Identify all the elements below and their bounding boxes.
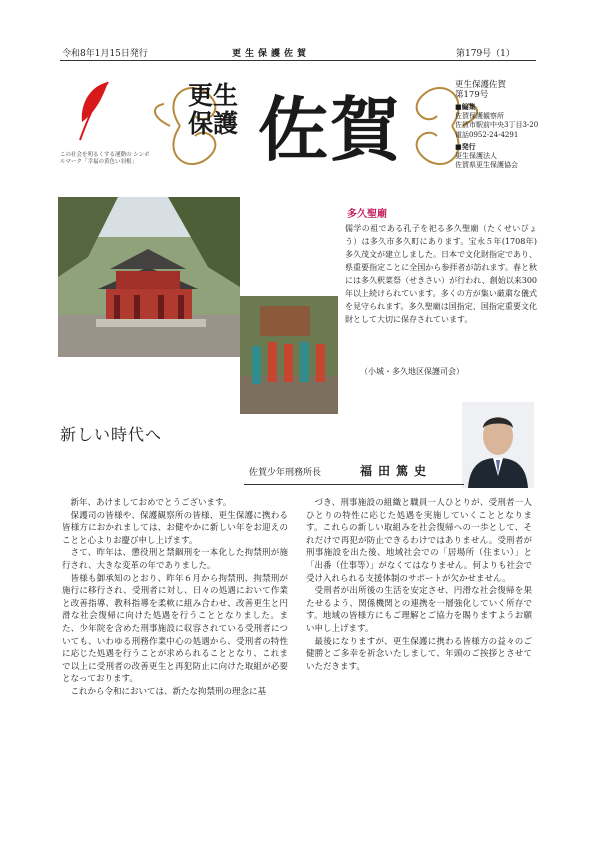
masthead-title: 佐賀 — [258, 89, 402, 171]
editor-line: 佐賀保護観察所 — [455, 111, 504, 120]
paper-issue: 第179号 — [455, 90, 489, 100]
paragraph: 最後になりますが、更生保護に携わる皆様方の益々のご健勝とご多幸を祈念いたしまして、年頭のご挨拶とさせていただきます。 — [306, 636, 532, 672]
author-portrait — [462, 402, 534, 488]
article-body: 儒学の祖である孔子を祀る多久聖廟（たくせいびょう）は多久市多久町にあります。宝永５年(1708年)多久茂文が建立しました。日本で文化財指定であり、県重要指定ことに全国から参拝者が訪れます。春と秋には多久釈菜祭（せきさい）が行われ、創始以来300年以上続けられています。多くの方が集い厳粛な儀式を見守られます。多久聖廟は国指定、国指定重要文化財として大切に保存されています。 — [345, 224, 537, 324]
section-title: 新しい時代へ — [60, 425, 163, 444]
header-rule — [60, 60, 536, 61]
author-rule — [244, 484, 464, 485]
article-credit: （小城・多久地区保護司会） — [360, 367, 464, 376]
publisher-line: 更生保護法人 — [455, 151, 497, 160]
header-title: 更生保護佐賀 — [232, 49, 311, 59]
publisher-line: 佐賀県更生保護協会 — [455, 161, 518, 169]
shrine-photo — [58, 197, 240, 357]
paragraph: 皆様も御承知のとおり、昨年６月から拘禁刑、拘禁刑が施行に移行され、受刑者に対し、日々の処遇において作業と改善指導、教科指導を柔軟に組み合わせ、改善更生と円滑な社会復帰に向けた処遇を行うこととなりました。また、少年院を含めた刑事施設に収容されている受刑者についても、いわゆる刑務作業中心の処遇から、受刑者の特性に応じた処遇を行うことが求められることとなり、これまで以上に受刑者の改善更生と再犯防止に向けた取組が必要となっております。 — [62, 573, 288, 685]
feather-logo-icon — [76, 78, 116, 142]
masthead-small: 更生 保護 — [188, 81, 239, 138]
paragraph: 新年、あけましておめでとうございます。 — [70, 498, 232, 508]
publisher-label: ■発行 — [455, 142, 476, 151]
paragraph: づき、刑事施設の組織と職員一人ひとりが、受刑者一人ひとりの特性に応じた処遇を実施していくこととなります。これらの新しい取組みを社会復帰への一歩として、それだけで再犯が防止できるわけではありません。受刑者が刑事施設を出た後、地域社会での「居場所（住まい）」と「出番（仕事等）」がなくてはなりません。何よりも社会で受け入れられる支援体制のサポートが欠かせません。 — [306, 498, 532, 584]
editor-line: 電話0952-24-4291 — [455, 130, 519, 139]
paragraph: 受刑者が出所後の生活を安定させ、円滑な社会復帰を果たせるよう、関係機関との連携を一層強化していく所存です。地域の皆様方にもご理解とご協力を賜りますようお願い申し上げます。 — [306, 586, 532, 634]
editor-line: 佐賀市駅前中央3丁目3-20 — [455, 121, 539, 129]
paper-name: 更生保護佐賀 — [455, 80, 507, 90]
paragraph: これから令和においては、新たな拘禁刑の理念に基 — [70, 686, 267, 697]
body-column-right — [306, 497, 532, 673]
publication-info — [455, 80, 539, 171]
header-issue: 第179号（1） — [456, 49, 515, 59]
author-role: 佐賀少年刑務所長 — [249, 468, 322, 478]
editor-label: ■編集 — [455, 102, 476, 111]
paragraph: 保護司の皆様や、保護観察所の皆様、更生保護に携わる皆様方におかれましては、お健やかに新しい年をお迎えのことと心よりお慶び申し上げます。 — [62, 510, 288, 546]
article-title: 多久聖廟 — [347, 209, 387, 220]
ceremony-photo — [240, 296, 338, 414]
header-date: 令和8年1月15日発行 — [62, 49, 148, 59]
author-name: 福田篤史 — [360, 464, 433, 478]
logo-caption: この社会を明るくする運動の シンボルマーク「幸福の黄色い羽根」 — [60, 152, 150, 165]
body-column-left — [62, 497, 288, 699]
paragraph: さて、昨年は、懲役刑と禁錮刑を一本化した拘禁刑が施行され、大きな変革の年でありました。 — [62, 548, 288, 571]
